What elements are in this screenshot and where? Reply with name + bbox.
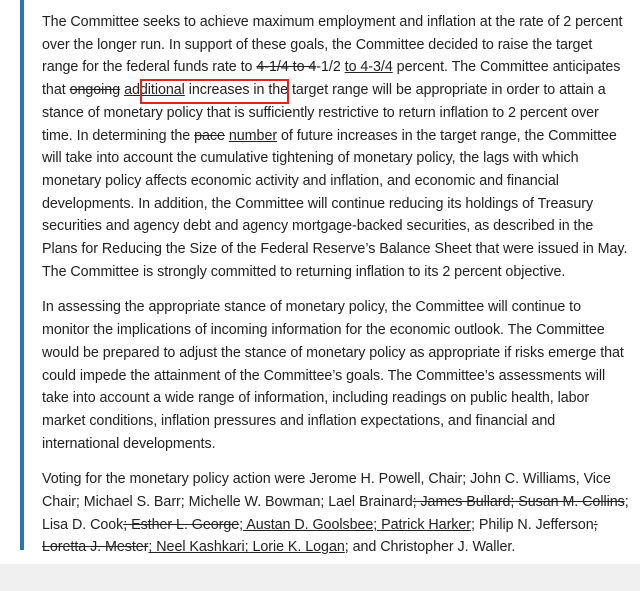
inserted-text: ; Austan D. Goolsbee; Patrick Harker [239, 516, 471, 533]
paragraph-policy-decision [42, 11, 632, 283]
statement-body [42, 11, 632, 572]
deleted-text: pace [194, 127, 225, 144]
text-segment: Voting for the monetary policy action were Jerome H. Powell, Chair; John C. Williams, Vice Chair; Michael S. Barr; Michelle W. Bowman; Lael Brainard [42, 471, 611, 511]
deleted-text: ; James Bullard; Susan M. Collins [412, 494, 625, 511]
deleted-text: 4-1/4 to 4 [256, 59, 317, 76]
paragraph-voting [42, 468, 632, 559]
page-footer-band [0, 564, 640, 591]
blockquote-rule [20, 0, 24, 550]
text-segment: -1/2 [316, 59, 345, 76]
inserted-text: additional [124, 82, 185, 99]
paragraph-policy-assessment: In assessing the appropriate stance of monetary policy, the Committee will continue to monitor the implications of incoming information for the economic outlook. The Committee would be prepared to adjust the stance of monetary policy as appropriate if risks emerge that could impede the attainment of the Committee’s goals. The Committee’s assessments will take into account a wide range of information, including readings on public health, labor market conditions, inflation pressures and inflation expectations, and financial and international developments. [42, 299, 624, 452]
deleted-text: ongoing [69, 82, 121, 99]
text-segment: ; Lisa D. Cook [42, 494, 629, 533]
text-segment: ; Philip N. Jefferson [471, 516, 594, 533]
deleted-text: ; Loretta J. Mester [42, 516, 598, 556]
inserted-text: ; Neel Kashkari; Lorie K. Logan [148, 539, 345, 556]
text-segment: of future increases in the target range, the Committee will take into account the cumulative tightening of monetary policy, the lags with which monetary policy affects economic activity and inflation, and economic and financial developments. In addition, the Committee will continue reducing its holdings of Treasury securities and agency debt and agency mortgage-backed securities, as described in the Plans for Reducing the Size of the Federal Reserve’s Balance Sheet that were issued in May. The Committee is strongly committed to returning inflation to its 2 percent objective. [42, 127, 628, 280]
text-segment: increases in the target range will be appropriate in order to attain a stance of monetary policy that is sufficiently restrictive to return inflation to 2 percent over time. In determining the [42, 82, 606, 144]
text-segment: The Committee seeks to achieve maximum employment and inflation at the rate of 2 percent over the longer run. In support of these goals, the Committee decided to raise the target range for the federal funds rate to [42, 14, 623, 76]
inserted-text: number [228, 127, 278, 144]
text-segment: percent. The Committee anticipates that [42, 59, 621, 99]
text-segment: ; and Christopher J. Waller. [344, 539, 516, 556]
deleted-text: ; Esther L. George [123, 516, 240, 533]
inserted-text: to 4-3/4 [344, 59, 393, 76]
